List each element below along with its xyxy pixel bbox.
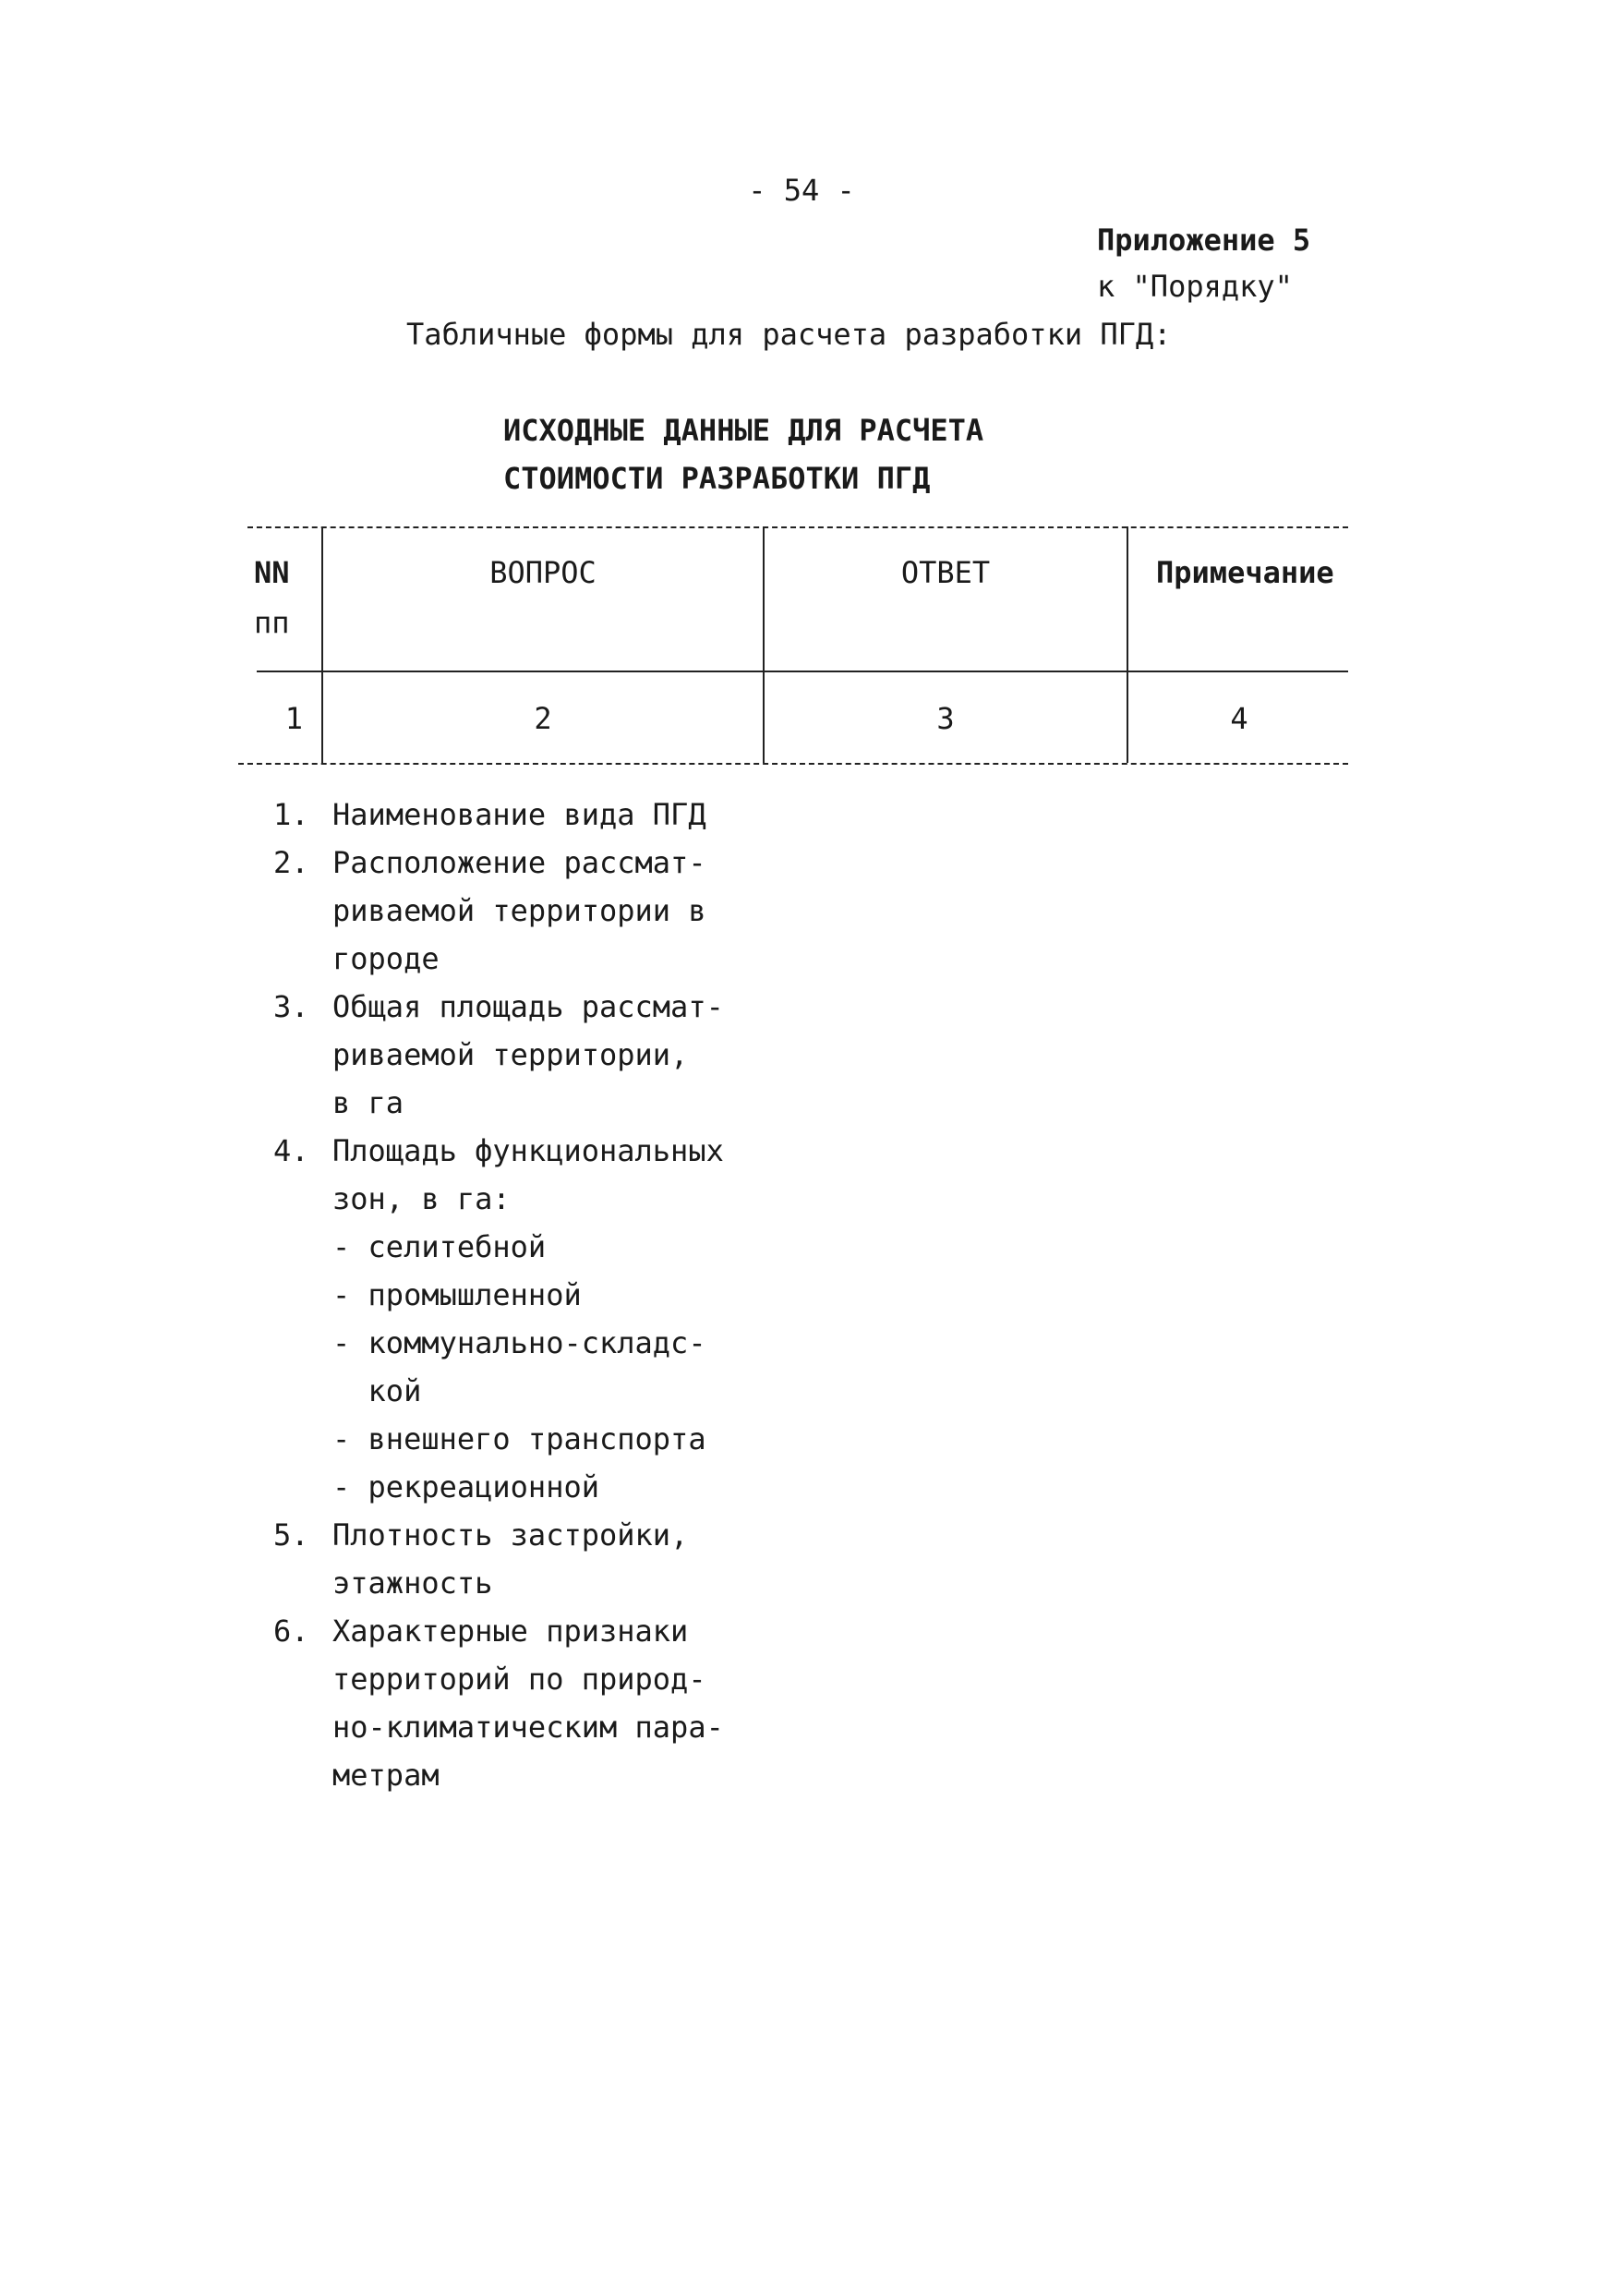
list-item: Площадь функциональных (332, 1133, 724, 1168)
list-item-number: 4. (273, 1133, 309, 1168)
header-answer: ОТВЕТ (900, 555, 991, 590)
list-item: - селитебной (332, 1229, 547, 1264)
list-item: - рекреационной (332, 1469, 599, 1504)
list-item: Плотность застройки, (332, 1517, 689, 1553)
list-item: - внешнего транспорта (332, 1421, 706, 1456)
appendix-reference: к "Порядку" (1097, 269, 1293, 304)
list-item: зон, в га: (332, 1181, 511, 1216)
list-item: - промышленной (332, 1277, 582, 1312)
list-item-number: 6. (273, 1613, 309, 1649)
column-number-1: 1 (284, 701, 303, 736)
appendix-label: Приложение 5 (1097, 223, 1311, 258)
page-number: - 54 - (748, 173, 855, 208)
list-item: территорий по природ- (332, 1662, 706, 1697)
form-title-line1: ИСХОДНЫЕ ДАННЫЕ ДЛЯ РАСЧЕТА (503, 413, 984, 448)
list-item: кой (332, 1373, 422, 1408)
header-question: ВОПРОС (489, 555, 597, 590)
list-item: метрам (332, 1758, 440, 1793)
form-title-line2: СТОИМОСТИ РАЗРАБОТКИ ПГД (503, 461, 931, 496)
list-item: в га (332, 1085, 404, 1120)
list-item-number: 5. (273, 1517, 309, 1553)
list-item: Наименование вида ПГД (332, 797, 706, 832)
list-item-number: 1. (273, 797, 309, 832)
column-number-2: 2 (534, 701, 552, 736)
list-item: но-климатическим пара- (332, 1710, 724, 1745)
header-pp: пп (254, 605, 290, 640)
list-item-number: 2. (273, 845, 309, 880)
list-item: Общая площадь рассмат- (332, 989, 724, 1024)
list-item: - коммунально-складс- (332, 1325, 706, 1360)
list-item: городе (332, 941, 440, 976)
list-item: этажность (332, 1565, 493, 1601)
header-note: Примечание (1156, 555, 1334, 590)
header-nn: NN (254, 555, 290, 590)
list-item-number: 3. (273, 989, 309, 1024)
intro-text: Табличные формы для расчета разработки ПГД: (406, 317, 1172, 352)
table-top-rule (247, 526, 1348, 528)
column-number-4: 4 (1230, 701, 1248, 736)
table-bottom-rule (238, 763, 1348, 765)
list-item: Характерные признаки (332, 1613, 689, 1649)
list-item: Расположение рассмат- (332, 845, 706, 880)
table-header-rule (257, 671, 1348, 672)
column-number-3: 3 (936, 701, 955, 736)
list-item: риваемой территории, (332, 1037, 689, 1072)
list-item: риваемой территории в (332, 893, 706, 928)
